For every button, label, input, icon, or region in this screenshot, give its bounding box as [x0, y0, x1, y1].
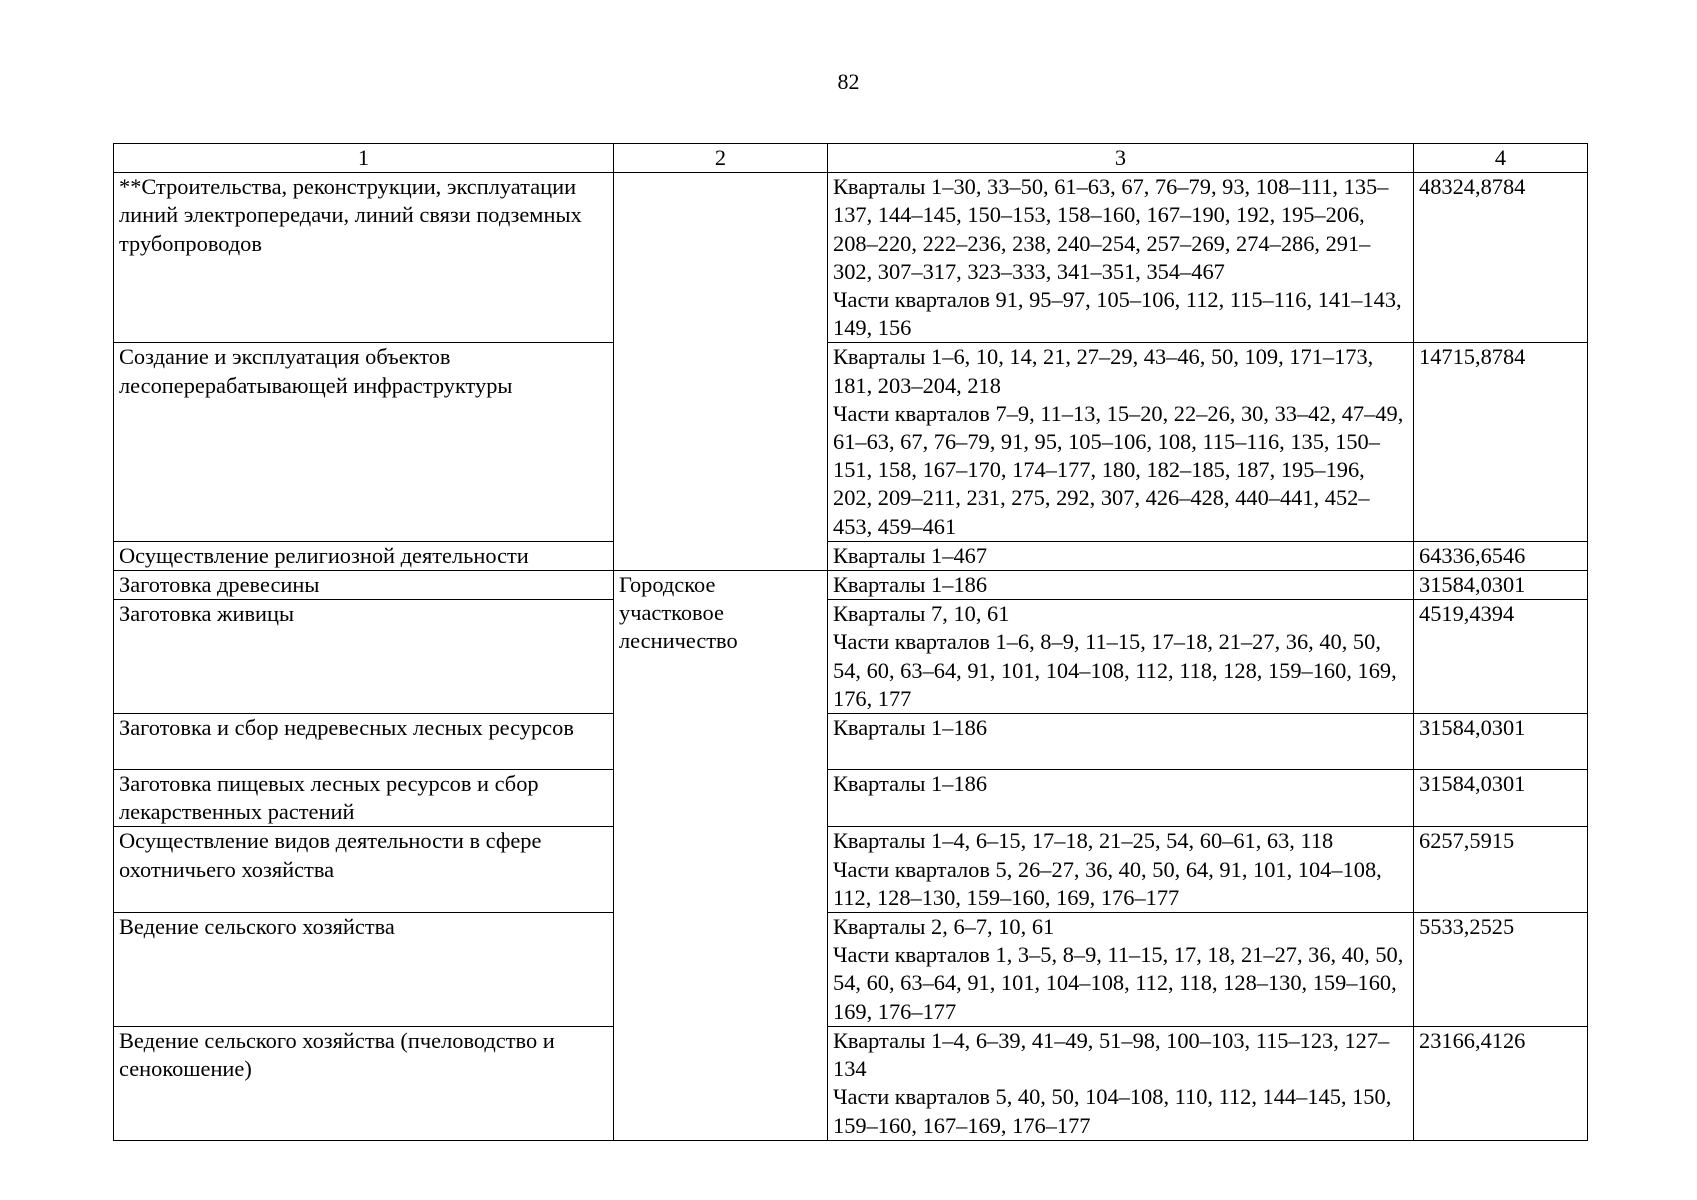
quarters-cell	[828, 600, 1414, 714]
quarters-cell	[828, 541, 1414, 570]
quarters-cell	[828, 714, 1414, 770]
header-cell-4: 4	[1414, 144, 1588, 173]
quarters-text: Кварталы 1–186	[833, 771, 988, 797]
table-row	[114, 714, 1588, 770]
area-cell: 31584,0301	[1414, 714, 1588, 770]
quarters-text: Кварталы 2, 6–7, 10, 61	[833, 914, 1055, 940]
area-cell: 14715,8784	[1414, 343, 1588, 541]
table-row	[114, 173, 1588, 343]
quarters-text: Кварталы 1–4, 6–15, 17–18, 21–25, 54, 60–61, 63, 118	[833, 828, 1334, 854]
quarters-text: Кварталы 1–6, 10, 14, 21, 27–29, 43–46, 50, 109, 171–173, 181, 203–204, 218	[833, 344, 1374, 398]
quarters-text: Кварталы 1–30, 33–50, 61–63, 67, 76–79, 93, 108–111, 135–137, 144–145, 150–153, 158–160, 167–190, 192, 195–206, 208–220, 222–236, 238, 240–254, 257–269, 274–286, 291–302, 307–317, 323–333, 341–351, 354–467	[833, 174, 1389, 284]
area-cell: 64336,6546	[1414, 541, 1588, 570]
table-row	[114, 1026, 1588, 1140]
quarters-cell	[828, 571, 1414, 600]
quarters-cell	[828, 913, 1414, 1027]
area-cell: 4519,4394	[1414, 600, 1588, 714]
area-cell: 48324,8784	[1414, 173, 1588, 343]
quarters-text: Кварталы 1–186	[833, 715, 988, 741]
forestry-cell: Городское участковое лесничество	[614, 571, 828, 1141]
table-header-row	[114, 144, 1588, 173]
activity-cell: Осуществление религиозной деятельности	[114, 541, 614, 570]
quarter-parts-text: Части кварталов 1, 3–5, 8–9, 11–15, 17, 18, 21–27, 36, 40, 50, 54, 60, 63–64, 91, 101, 104–108, 112, 118, 128–130, 159–160, 169, 176–177	[833, 942, 1404, 1024]
forestry-cell	[614, 173, 828, 571]
activity-cell: Создание и эксплуатация объектов лесоперерабатывающей инфраструктуры	[114, 343, 614, 541]
quarters-text: Кварталы 7, 10, 61	[833, 601, 1010, 627]
quarters-text: Кварталы 1–467	[833, 542, 988, 568]
quarters-cell	[828, 173, 1414, 343]
area-cell: 31584,0301	[1414, 571, 1588, 600]
activity-cell: Заготовка пищевых лесных ресурсов и сбор лекарственных растений	[114, 770, 614, 827]
quarter-parts-text: Части кварталов 5, 40, 50, 104–108, 110, 112, 144–145, 150, 159–160, 167–169, 176–177	[833, 1084, 1392, 1138]
activity-cell: Осуществление видов деятельности в сфере охотничьего хозяйства	[114, 827, 614, 913]
header-cell-2: 2	[614, 144, 828, 173]
quarter-parts-text: Части кварталов 91, 95–97, 105–106, 112, 115–116, 141–143, 149, 156	[833, 287, 1402, 341]
table-row	[114, 913, 1588, 1027]
quarters-cell	[828, 1026, 1414, 1140]
activity-cell: Заготовка древесины	[114, 571, 614, 600]
table-row	[114, 343, 1588, 541]
land-use-table	[113, 143, 1588, 1141]
table-row	[114, 541, 1588, 570]
activity-cell: **Строительства, реконструкции, эксплуатации линий электропередачи, линий связи подземных трубопроводов	[114, 173, 614, 343]
quarter-parts-text: Части кварталов 5, 26–27, 36, 40, 50, 64, 91, 101, 104–108, 112, 128–130, 159–160, 169, 176–177	[833, 856, 1382, 910]
area-cell: 5533,2525	[1414, 913, 1588, 1027]
area-cell: 6257,5915	[1414, 827, 1588, 913]
quarter-parts-text: Части кварталов 1–6, 8–9, 11–15, 17–18, 21–27, 36, 40, 50, 54, 60, 63–64, 91, 101, 104–108, 112, 118, 128, 159–160, 169, 176, 177	[833, 629, 1397, 711]
activity-cell: Ведение сельского хозяйства	[114, 913, 614, 1027]
quarters-text: Кварталы 1–4, 6–39, 41–49, 51–98, 100–103, 115–123, 127–134	[833, 1027, 1390, 1082]
quarters-text: Кварталы 1–186	[833, 572, 988, 598]
table-row	[114, 770, 1588, 827]
header-cell-3: 3	[828, 144, 1414, 173]
table-row	[114, 827, 1588, 913]
quarters-cell	[828, 343, 1414, 541]
page-number: 82	[837, 69, 860, 94]
activity-cell: Заготовка и сбор недревесных лесных ресурсов	[114, 714, 614, 770]
activity-cell: Заготовка живицы	[114, 600, 614, 714]
quarters-cell	[828, 827, 1414, 913]
activity-cell: Ведение сельского хозяйства (пчеловодство и сенокошение)	[114, 1026, 614, 1140]
area-cell: 31584,0301	[1414, 770, 1588, 827]
table-row	[114, 600, 1588, 714]
header-cell-1: 1	[114, 144, 614, 173]
table-row	[114, 571, 1588, 600]
area-cell: 23166,4126	[1414, 1026, 1588, 1140]
quarters-cell	[828, 770, 1414, 827]
quarter-parts-text: Части кварталов 7–9, 11–13, 15–20, 22–26, 30, 33–42, 47–49, 61–63, 67, 76–79, 91, 95, 105–106, 108, 115–116, 135, 150–151, 158, 167–170, 174–177, 180, 182–185, 187, 195–196, 202, 209–211, 231, 275, 292, 307, 426–428, 440–441, 452–453, 459–461	[833, 400, 1404, 539]
